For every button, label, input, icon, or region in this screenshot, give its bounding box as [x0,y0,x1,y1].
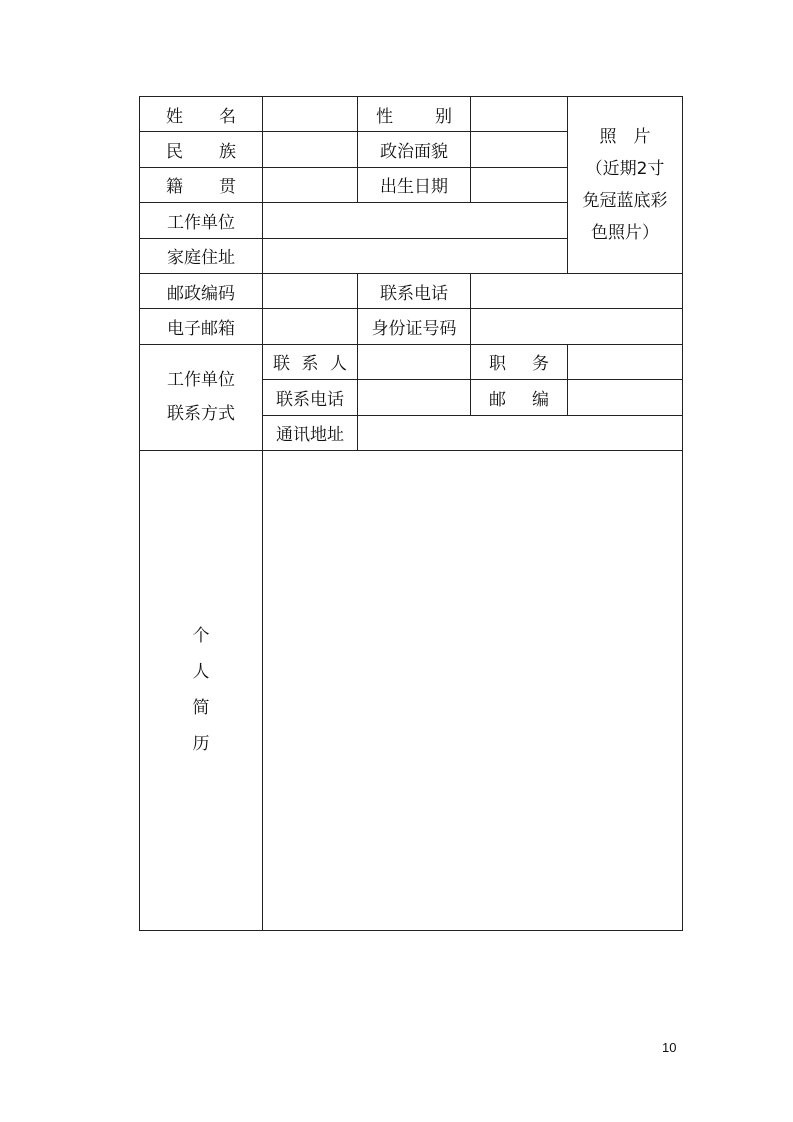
zip-field[interactable] [568,380,683,415]
position-label: 职 务 [471,344,568,379]
political-field[interactable] [471,132,568,167]
resume-field[interactable] [263,450,683,930]
contact-phone-label: 联系电话 [263,380,358,415]
phone-field[interactable] [471,273,683,308]
birth-field[interactable] [471,167,568,202]
gender-field[interactable] [471,97,568,132]
origin-label: 籍 贯 [140,167,263,202]
photo-text: （近期2寸 [585,158,665,179]
photo-text: 照 片 [599,126,651,147]
name-label: 姓 名 [140,97,263,132]
origin-field[interactable] [263,167,358,202]
home-label: 家庭住址 [140,238,263,273]
name-field[interactable] [263,97,358,132]
employer-contact-label: 工作单位联系方式 [140,344,263,450]
email-label: 电子邮箱 [140,309,263,344]
postcode-field[interactable] [263,273,358,308]
gender-label: 性 别 [358,97,471,132]
contact-person-label: 联 系 人 [263,344,358,379]
resume-label: 个人简历 [140,450,263,930]
employer-field[interactable] [263,203,568,238]
contact-person-field[interactable] [358,344,471,379]
registration-form-table [139,96,683,931]
employer-label: 工作单位 [140,203,263,238]
birth-label: 出生日期 [358,167,471,202]
address-label: 通讯地址 [263,415,358,450]
email-field[interactable] [263,309,358,344]
id-field[interactable] [471,309,683,344]
home-field[interactable] [263,238,568,273]
ethnicity-field[interactable] [263,132,358,167]
ethnicity-label: 民 族 [140,132,263,167]
zip-label: 邮 编 [471,380,568,415]
photo-text: 免冠蓝底彩 [582,190,668,211]
photo-box[interactable] [568,97,683,274]
id-label: 身份证号码 [358,309,471,344]
political-label: 政治面貌 [358,132,471,167]
position-field[interactable] [568,344,683,379]
phone-label: 联系电话 [358,273,471,308]
address-field[interactable] [358,415,683,450]
photo-text: 色照片） [591,222,659,243]
contact-phone-field[interactable] [358,380,471,415]
postcode-label: 邮政编码 [140,273,263,308]
page-number: 10 [662,1040,677,1055]
